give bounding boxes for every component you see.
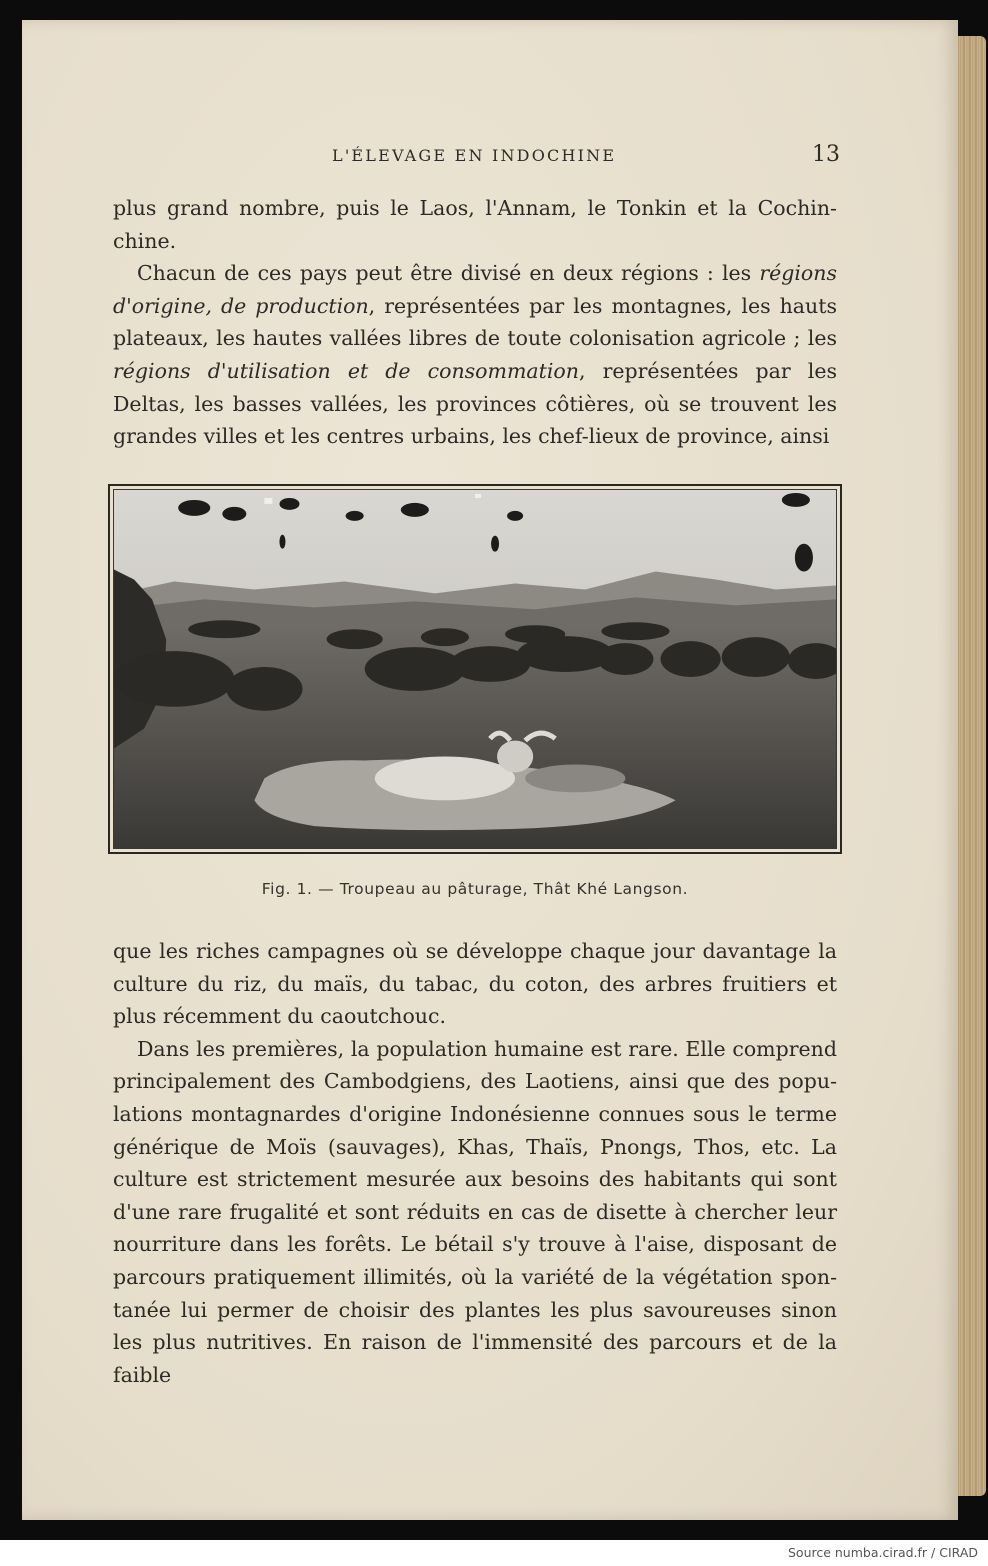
paragraph-continuation: plus grand nombre, puis le Laos, l'Annam, le Tonkin et la Cochin-chine. (113, 196, 837, 253)
emphasis-regions-origine: régions d'origine, de production (113, 261, 837, 318)
running-head: L'ÉLEVAGE EN INDOCHINE (332, 146, 617, 165)
paragraph-regions (113, 257, 837, 453)
body-text-top (113, 192, 837, 453)
book-page (22, 20, 958, 1520)
paragraph-regions-part-c: , représentées par les Deltas, les basses vallées, les provinces côtières, où se trouvent les grandes villes et les centres urbains, les chef-lieux de province, ainsi (113, 358, 837, 449)
paragraph-regions-part-a: Chacun de ces pays peut être divisé en deux régions : les (137, 261, 760, 286)
page-number: 13 (812, 142, 840, 167)
herd-pasture-photo (114, 490, 836, 848)
paragraph-populations: Dans les premières, la population humaine est rare. Elle comprend principalement des Cambodgiens, des Laotiens, ainsi que des popu-lations montagnardes d'origine Indonésienne connues sous le terme générique de Moïs (sauvages), Khas, Thaïs, Pnongs, Thos, etc. La culture est strictement mesurée aux besoins des habitants qui sont d'une rare frugalité et sont réduits en cas de disette à chercher leur nourriture dans les forêts. Le bétail s'y trouve à l'aise, disposant de parcours pratiquement illimités, où la variété de la végétation spon-tanée lui permer de choisir des plantes les plus savoureuses sinon les plus nutritives. En raison de l'immensité des parcours et de la faible (113, 1036, 837, 1387)
body-text-bottom (113, 935, 837, 1391)
paragraph-campagnes: que les riches campagnes où se développe chaque jour davantage la culture du riz, du maïs, du tabac, du coton, des arbres fruitiers et plus récemment du caoutchouc. (113, 939, 837, 1029)
source-credit: Source numba.cirad.fr / CIRAD (787, 1545, 978, 1560)
figure-frame (108, 484, 842, 854)
figure-caption: Fig. 1. — Troupeau au pâturage, Thât Khé Langson. (261, 880, 689, 898)
emphasis-regions-utilisation: régions d'utilisation et de consommation (113, 358, 579, 383)
figure-photo (113, 489, 837, 849)
paragraph-regions-part-b: , représentées par les montagnes, les hauts plateaux, les hautes vallées libres de toute colonisation agricole ; les (113, 293, 837, 351)
